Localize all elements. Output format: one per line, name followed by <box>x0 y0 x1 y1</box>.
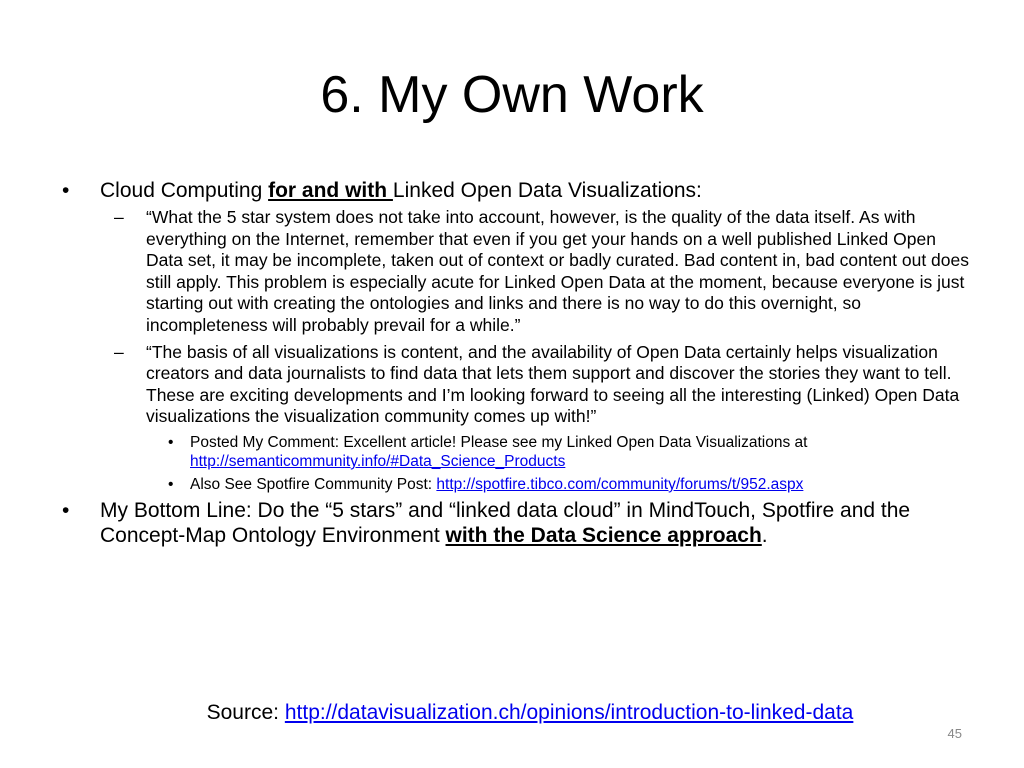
quote-item-2 <box>114 341 976 428</box>
bullet-text: Cloud Computing <box>100 179 269 202</box>
bullet-marker: • <box>62 498 70 522</box>
sub-bullet-text: Posted My Comment: Excellent article! Please see my Linked Open Data Visualizations at <box>190 433 808 451</box>
source-line <box>0 700 1024 726</box>
dash-marker: – <box>114 207 124 227</box>
quote-item-1 <box>114 207 976 337</box>
quote-text: “The basis of all visualizations is content, and the availability of Open Data certainly helps visualization creators and data journalists to find data that lets them support and discover the stories they want to tell. These are exciting developments and I’m looking forward to seeing all the interesting (Linked) Open Data visualizations the visualization community comes up with!” <box>146 341 960 427</box>
dash-marker: – <box>114 341 124 362</box>
bullet-text-end: Linked Open Data Visualizations: <box>392 179 702 202</box>
bullet-cloud-computing <box>56 178 976 203</box>
spotfire-community-link[interactable]: http://spotfire.tibco.com/community/forums/t/952.aspx <box>436 475 804 493</box>
bullet-emphasis: with the Data Science approach <box>445 523 762 547</box>
source-label: Source: <box>206 701 285 724</box>
quote-text: “What the 5 star system does not take into account, however, is the quality of the data itself. As with everything on the Internet, remember that even if you get your hands on a well published Linked Open Data set, it may be incomplete, taken out of context or badly curated. Bad content in, bad content out does still apply. This problem is especially acute for Linked Open Data at the moment, because everyone is just starting out with creating the ontologies and links and there is no way to do this overnight, so incompleteness will probably prevail for a while.” <box>146 207 970 335</box>
slide-number: 45 <box>947 726 962 741</box>
bullet-marker: • <box>168 433 174 451</box>
bullet-text: My Bottom Line: Do the “5 stars” and “linked data cloud” in MindTouch, Spotfire and the Concept-Map Ontology Environment <box>100 498 911 547</box>
sub-bullet-comment <box>168 433 976 471</box>
slide-title: 6. My Own Work <box>320 66 704 124</box>
bullet-text-end: . <box>761 523 768 547</box>
bullet-emphasis: for and with <box>268 179 393 202</box>
semanticommunity-link[interactable]: http://semanticommunity.info/#Data_Science_Products <box>190 452 566 470</box>
bullet-bottom-line <box>56 498 976 548</box>
bullet-marker: • <box>168 475 174 493</box>
sub-bullet-text: Also See Spotfire Community Post: <box>190 475 437 493</box>
sub-bullet-spotfire <box>168 475 976 494</box>
bullet-marker: • <box>62 179 70 202</box>
source-link[interactable]: http://datavisualization.ch/opinions/introduction-to-linked-data <box>284 701 854 724</box>
slide-content <box>56 178 976 552</box>
